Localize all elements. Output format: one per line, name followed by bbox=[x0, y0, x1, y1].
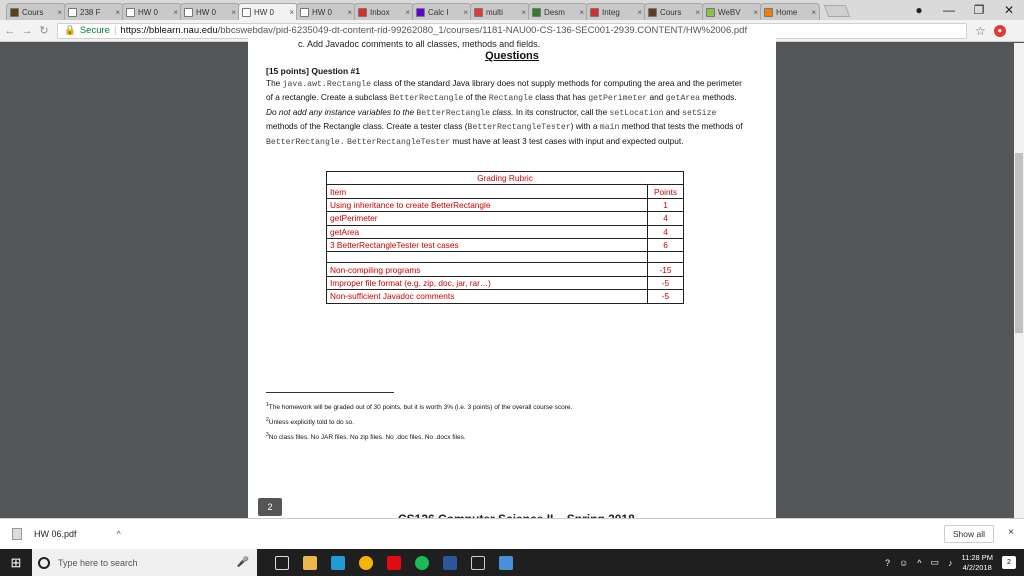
tab-label: HW 0 bbox=[312, 7, 332, 17]
question-text: of the bbox=[463, 92, 489, 103]
browser-tab[interactable] bbox=[180, 3, 240, 20]
browser-tab[interactable] bbox=[470, 3, 530, 20]
question-text: and bbox=[663, 106, 683, 117]
clock[interactable] bbox=[961, 553, 993, 573]
rubric-col-points: Points bbox=[648, 185, 684, 198]
browser-tab[interactable] bbox=[64, 3, 124, 20]
address-separator: | bbox=[113, 25, 117, 36]
question-text: The bbox=[266, 78, 283, 88]
tab-label: Cours bbox=[22, 7, 44, 17]
tab-label: Inbox bbox=[370, 7, 390, 17]
question-text: methods. bbox=[700, 92, 737, 103]
doc-icon bbox=[126, 8, 135, 17]
tab-label: Calc I bbox=[428, 7, 449, 17]
browser-tab[interactable] bbox=[6, 3, 66, 20]
extension-icon[interactable]: ● bbox=[994, 25, 1006, 37]
close-tab-icon[interactable]: × bbox=[753, 7, 758, 17]
clock-time: 11:28 PM bbox=[961, 552, 993, 562]
cengage-icon bbox=[764, 8, 773, 17]
code-span: main bbox=[599, 123, 620, 133]
tab-label: Desm bbox=[544, 7, 565, 17]
code-span: Rectangle bbox=[488, 94, 533, 104]
netflix-icon[interactable] bbox=[387, 556, 401, 570]
close-tab-icon[interactable]: × bbox=[405, 7, 410, 17]
tab-label: 238 F bbox=[80, 7, 101, 17]
rubric-points: 1 bbox=[648, 198, 684, 211]
scrollbar[interactable] bbox=[1014, 43, 1024, 518]
footnote-mark: 2 bbox=[266, 417, 269, 424]
scrollbar-thumb[interactable] bbox=[1015, 153, 1023, 333]
blackboard-icon bbox=[648, 8, 657, 17]
code-span: BetterRectangleTester bbox=[467, 123, 571, 133]
chrome-icon[interactable] bbox=[359, 556, 373, 570]
doc-icon bbox=[242, 8, 251, 17]
question-text: methods of the Rectangle class. Create a tester class ( bbox=[266, 121, 468, 132]
chevron-up-icon[interactable]: ^ bbox=[116, 529, 121, 539]
rubric-points: -15 bbox=[648, 263, 684, 276]
close-tab-icon[interactable]: × bbox=[579, 7, 584, 17]
close-tab-icon[interactable]: × bbox=[347, 7, 352, 17]
blackboard-icon bbox=[10, 8, 19, 17]
rubric-spacer bbox=[648, 252, 684, 263]
browser-tab[interactable] bbox=[644, 3, 704, 20]
wolfram-icon bbox=[474, 8, 483, 17]
section-title: Questions bbox=[485, 50, 539, 62]
footnote-divider bbox=[266, 392, 394, 393]
file-explorer-icon[interactable] bbox=[303, 556, 317, 570]
microphone-icon[interactable]: 🎤 bbox=[236, 557, 249, 568]
browser-tab[interactable] bbox=[528, 3, 588, 20]
tab-label: Cours bbox=[660, 7, 682, 17]
rubric-item: Non-sufficient Javadoc comments bbox=[327, 290, 648, 303]
page-number-badge: 2 bbox=[258, 498, 282, 516]
question-text: must have at least 3 test cases with input and expected output. bbox=[450, 135, 684, 146]
question-body bbox=[266, 77, 748, 149]
question-header: [15 points] Question #1 bbox=[266, 66, 360, 76]
rubric-item: Non-compiling programs bbox=[327, 263, 648, 276]
cut-off-line: c. Add Javadoc comments to all classes, methods and fields. bbox=[298, 39, 541, 49]
reload-icon[interactable]: ↻ bbox=[39, 25, 49, 37]
question-text: Do not add any instance variables to the bbox=[266, 106, 417, 117]
question-text: ) with a bbox=[570, 121, 600, 132]
maximize-button[interactable]: ❐ bbox=[973, 3, 985, 17]
word-icon[interactable] bbox=[443, 556, 457, 570]
rubric-row bbox=[327, 225, 684, 238]
chevron-up-tray-icon[interactable]: ^ bbox=[917, 557, 922, 568]
browser-tab[interactable] bbox=[238, 3, 298, 20]
rubric-col-item: Item bbox=[327, 185, 648, 198]
question-text: class of the standard Java library does not supply methods for computing the area and the perimeter of a rectangle. Create a subclass bbox=[266, 78, 742, 103]
tab-label: HW 0 bbox=[254, 7, 274, 17]
terminal-icon[interactable] bbox=[471, 556, 485, 570]
volume-icon[interactable]: ♪ bbox=[947, 557, 953, 568]
rubric-item: 3 BetterRectangleTester test cases bbox=[327, 238, 648, 251]
minimize-button[interactable]: — bbox=[943, 3, 955, 17]
tab-label: Integ bbox=[602, 7, 620, 17]
lock-icon: 🔒 bbox=[64, 25, 76, 36]
rubric-item: getPerimeter bbox=[327, 212, 648, 225]
footnote-text: Unless explicitly told to do so. bbox=[268, 419, 355, 427]
rubric-spacer-row bbox=[327, 252, 684, 263]
browser-tab[interactable] bbox=[412, 3, 472, 20]
pdf-file-icon bbox=[12, 528, 22, 540]
rubric-penalty-row bbox=[327, 263, 684, 276]
close-window-button[interactable]: ✕ bbox=[1003, 3, 1015, 17]
bookmark-star-icon[interactable]: ☆ bbox=[975, 23, 986, 38]
close-tab-icon[interactable]: × bbox=[695, 7, 700, 17]
footnote bbox=[266, 414, 572, 429]
forward-arrow-icon[interactable]: → bbox=[21, 24, 33, 37]
footnotes bbox=[266, 399, 572, 444]
code-span: BetterRectangle. bbox=[266, 137, 345, 147]
rubric-item: Improper file format (e.g. zip, doc, jar, rar…) bbox=[327, 276, 648, 289]
rubric-title: Grading Rubric bbox=[327, 172, 684, 185]
spotify-icon[interactable] bbox=[415, 556, 429, 570]
rubric-row bbox=[327, 212, 684, 225]
secure-label: Secure bbox=[79, 25, 110, 36]
rubric-item: getArea bbox=[327, 225, 648, 238]
pdf-page bbox=[248, 37, 776, 497]
rubric-points: 4 bbox=[648, 212, 684, 225]
webwork-icon bbox=[706, 8, 715, 17]
clock-date: 4/2/2018 bbox=[962, 562, 992, 572]
code-span: BetterRectangleTester bbox=[346, 137, 451, 147]
tab-label: HW 0 bbox=[196, 7, 216, 17]
notification-icon[interactable]: 2 bbox=[1002, 556, 1016, 569]
download-item[interactable] bbox=[12, 528, 152, 540]
search-placeholder: Type here to search bbox=[58, 557, 138, 568]
battery-icon[interactable]: ▭ bbox=[930, 557, 939, 567]
footnote-text: No class files. No JAR files. No zip files. No .doc files. No .docx files. bbox=[268, 434, 466, 442]
help-icon[interactable]: ? bbox=[884, 557, 890, 568]
close-tab-icon[interactable]: × bbox=[463, 7, 468, 17]
code-span: getPerimeter bbox=[588, 94, 648, 104]
people-icon[interactable]: ☺ bbox=[899, 557, 909, 568]
footnote-mark: 3 bbox=[266, 432, 269, 439]
desmos-icon bbox=[532, 8, 541, 17]
tab-label: Home bbox=[776, 7, 798, 17]
doc-icon bbox=[184, 8, 193, 17]
store-icon[interactable] bbox=[331, 556, 345, 570]
question-text: In its constructor, call the bbox=[513, 106, 610, 117]
windows-start-icon[interactable]: ⊞ bbox=[10, 554, 22, 570]
tab-label: WeBV bbox=[718, 7, 741, 17]
back-arrow-icon[interactable]: ← bbox=[4, 24, 16, 37]
rubric-points: -5 bbox=[648, 276, 684, 289]
rubric-points: -5 bbox=[648, 290, 684, 303]
code-span: setLocation bbox=[609, 108, 664, 118]
rubric-row bbox=[327, 238, 684, 251]
close-tab-icon[interactable]: × bbox=[811, 7, 816, 17]
rubric-row bbox=[327, 198, 684, 211]
close-tab-icon[interactable]: × bbox=[115, 7, 120, 17]
yahoo-icon bbox=[416, 8, 425, 17]
footnote bbox=[266, 399, 572, 414]
question-text: class that has bbox=[532, 92, 589, 103]
rubric-spacer bbox=[327, 252, 648, 263]
question-text: class. bbox=[490, 106, 514, 117]
grading-rubric-table bbox=[326, 171, 684, 304]
close-tab-icon[interactable]: × bbox=[57, 7, 62, 17]
footnote bbox=[266, 429, 572, 444]
code-span: getArea bbox=[665, 94, 701, 104]
browser-tab[interactable] bbox=[296, 3, 356, 20]
taskbar-search-box[interactable] bbox=[32, 549, 257, 576]
question-text: method that tests the methods of bbox=[619, 121, 743, 132]
task-view-icon[interactable] bbox=[275, 556, 289, 570]
code-span: java.awt.Rectangle bbox=[282, 80, 372, 89]
close-tab-icon[interactable]: × bbox=[173, 7, 178, 17]
app-icon[interactable] bbox=[499, 556, 513, 570]
url-host: https://bblearn.nau.edu bbox=[120, 25, 218, 36]
download-bar bbox=[0, 518, 1024, 549]
close-tab-icon[interactable]: × bbox=[231, 7, 236, 17]
rubric-penalty-row bbox=[327, 290, 684, 303]
code-span: BetterRectangle bbox=[389, 94, 464, 104]
new-tab-button[interactable] bbox=[824, 5, 850, 17]
footnote-text: The homework will be graded out of 30 points, but it is worth 3% (i.e. 3 points) of the overall course score. bbox=[268, 404, 573, 412]
question-text: and bbox=[647, 92, 666, 103]
close-tab-icon[interactable]: × bbox=[521, 7, 526, 17]
profile-icon[interactable]: ● bbox=[915, 3, 923, 17]
browser-tab[interactable] bbox=[122, 3, 182, 20]
browser-tab[interactable] bbox=[702, 3, 762, 20]
doc-icon bbox=[68, 8, 77, 17]
rubric-penalty-row bbox=[327, 276, 684, 289]
tab-label: multi bbox=[486, 7, 503, 17]
show-all-button[interactable]: Show all bbox=[944, 525, 994, 543]
cortana-icon bbox=[38, 557, 50, 569]
pinned-apps bbox=[275, 556, 513, 570]
close-download-bar-button[interactable]: × bbox=[1008, 527, 1014, 538]
window-controls bbox=[904, 0, 1024, 20]
code-span: BetterRectangle bbox=[416, 108, 491, 118]
windows-taskbar bbox=[0, 549, 1024, 576]
url-text bbox=[120, 25, 747, 36]
browser-tab-strip bbox=[0, 0, 1024, 20]
browser-tab[interactable] bbox=[760, 3, 820, 20]
pdf-viewer[interactable] bbox=[0, 39, 1024, 518]
tab-label: HW 0 bbox=[138, 7, 158, 17]
gmail-icon bbox=[358, 8, 367, 17]
url-path: /bbcswebdav/pid-6235049-dt-content-rid-99262080_1/courses/1181-NAU00-CS-136-SEC001-2939.CONTENT/HW%2006.pdf bbox=[217, 25, 748, 36]
code-span: setSize bbox=[682, 108, 717, 118]
rubric-points: 6 bbox=[648, 238, 684, 251]
close-tab-icon[interactable]: × bbox=[289, 7, 294, 17]
system-tray bbox=[885, 549, 1024, 576]
close-tab-icon[interactable]: × bbox=[637, 7, 642, 17]
symbolab-icon bbox=[590, 8, 599, 17]
rubric-points: 4 bbox=[648, 225, 684, 238]
doc-icon bbox=[300, 8, 309, 17]
browser-tab[interactable] bbox=[586, 3, 646, 20]
footnote-mark: 1 bbox=[266, 402, 269, 408]
download-file-name: HW 06.pdf bbox=[34, 529, 77, 539]
browser-tab[interactable] bbox=[354, 3, 414, 20]
rubric-item: Using inheritance to create BetterRectangle bbox=[327, 198, 648, 211]
